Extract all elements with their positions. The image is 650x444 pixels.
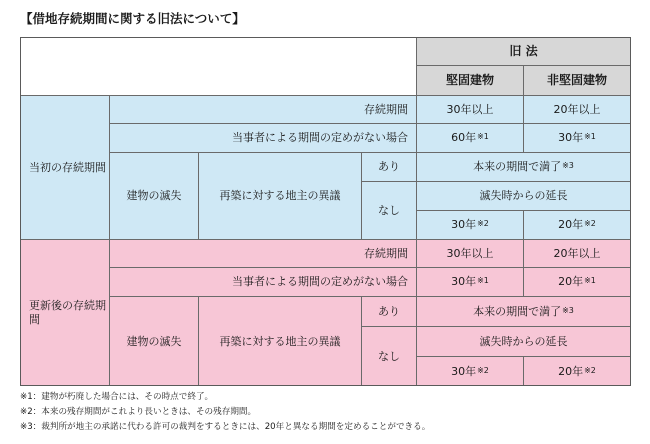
- header-blank: [21, 38, 417, 96]
- initial-ext-nonrobust: 20年 $^{※2}$: [524, 211, 631, 240]
- header-old-law: 旧 法: [417, 38, 631, 66]
- renewal-duration-robust: 30年以上: [417, 240, 524, 268]
- renewal-duration-nonrobust: 20年以上: [524, 240, 631, 268]
- initial-yes-label: あり: [362, 153, 417, 182]
- initial-ext-robust: 30年 $^{※2}$: [417, 211, 524, 240]
- footnote-2: ※2：本来の残存期間がこれより長いときは、その残存期間。: [20, 407, 257, 417]
- footnote-1: ※1：建物が朽廃した場合には、その時点で終了。: [20, 392, 214, 402]
- header-robust: 堅固建物: [417, 66, 524, 96]
- renewal-no-label: なし: [362, 327, 417, 386]
- initial-duration-label: 存続期間: [110, 96, 417, 124]
- initial-building-loss-label: 建物の滅失: [110, 153, 199, 240]
- renewal-default-robust: 30年 $^{※1}$: [417, 268, 524, 297]
- section-renewal-label: 更新後の存続期間: [21, 240, 110, 386]
- renewal-building-loss-label: 建物の滅失: [110, 297, 199, 386]
- initial-default-nonrobust: 30年 $^{※1}$: [524, 124, 631, 153]
- initial-duration-nonrobust: 20年以上: [524, 96, 631, 124]
- initial-original-expiry: 本来の期間で満了 $^{※3}$: [417, 153, 631, 182]
- renewal-ext-robust: 30年 $^{※2}$: [417, 357, 524, 386]
- initial-no-label: なし: [362, 182, 417, 240]
- renewal-no-agreement-label: 当事者による期間の定めがない場合: [110, 268, 417, 297]
- renewal-ext-nonrobust: 20年 $^{※2}$: [524, 357, 631, 386]
- renewal-extension: 滅失時からの延長: [417, 327, 631, 357]
- law-table: [20, 37, 631, 386]
- renewal-objection-label: 再築に対する地主の異議: [199, 297, 362, 386]
- section-initial-label: 当初の存続期間: [21, 96, 110, 240]
- initial-objection-label: 再築に対する地主の異議: [199, 153, 362, 240]
- renewal-yes-label: あり: [362, 297, 417, 327]
- footnote-3: ※3：裁判所が地主の承諾に代わる許可の裁判をするときには、20年と異なる期間を定めることができる。: [20, 422, 431, 432]
- initial-extension: 滅失時からの延長: [417, 182, 631, 211]
- renewal-default-nonrobust: 20年 $^{※1}$: [524, 268, 631, 297]
- initial-default-robust: 60年 $^{※1}$: [417, 124, 524, 153]
- header-non-robust: 非堅固建物: [524, 66, 631, 96]
- initial-no-agreement-label: 当事者による期間の定めがない場合: [110, 124, 417, 153]
- renewal-original-expiry: 本来の期間で満了 $^{※3}$: [417, 297, 631, 327]
- initial-duration-robust: 30年以上: [417, 96, 524, 124]
- renewal-duration-label: 存続期間: [110, 240, 417, 268]
- page-title: 【借地存続期間に関する旧法について】: [20, 11, 245, 26]
